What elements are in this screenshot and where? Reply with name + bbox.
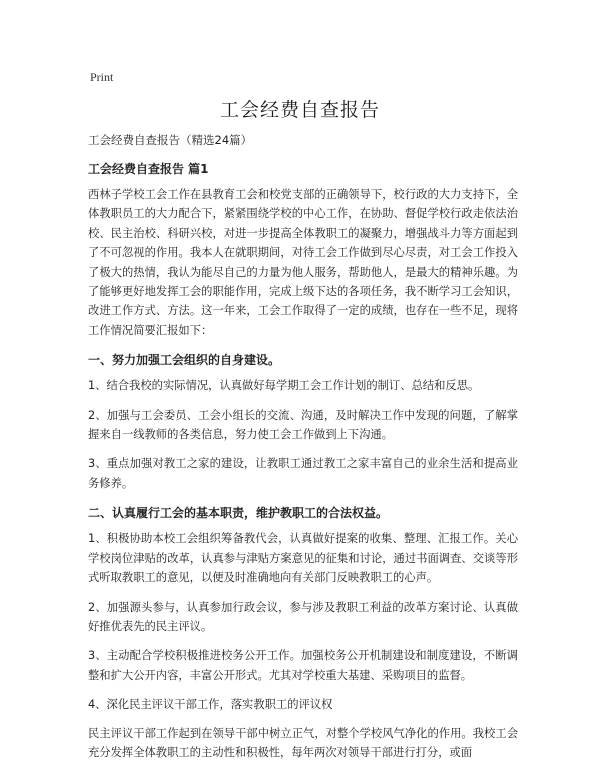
document-body <box>88 130 518 772</box>
part1-item: 1、结合我校的实际情况，认真做好每学期工会工作计划的制订、总结和反思。 <box>88 379 480 393</box>
document-subtitle: 工会经费自查报告（精选24篇） <box>88 133 253 147</box>
part2-item: 2、加强源头参与，认真参加行政会议，参与涉及教职工利益的改革方案讨论、认真做好推优表先的民主评议。 <box>88 600 518 633</box>
part1-item: 2、加强与工会委员、工会小组长的交流、沟通，及时解决工作中发现的问题，了解掌握来自一线教师的各类信息，努力使工会工作做到上下沟通。 <box>88 408 518 442</box>
page-title: 工会经费自查报告 <box>219 99 380 121</box>
intro-paragraph: 西林子学校工会工作在县教育工会和校党支部的正确领导下，校行政的大力支持下，全体教职员工的大力配合下，紧紧围绕学校的中心工作，在协助、督促学校行政走依法治校、民主治校、科研兴校，对进一步提高全体教职工的凝聚力，增强战斗力等方面起到了不可忽视的作用。我本人在就职期间，对待工会工作做到尽心尽责，对工会工作投入了极大的热情，我认为能尽自己的力量为他人服务，帮助他人，是最大的精神乐趣。为了能够更好地发挥工会的职能作用，完成上级下达的各项任务，我不断学习工会知识，改进工作方式、方法。这一年来，工会工作取得了一定的成绩，也存在一些不足，现将工作情况简要汇报如下： <box>88 188 518 337</box>
part2-item: 1、积极协助本校工会组织筹备教代会，认真做好提案的收集、整理、汇报工作。关心学校岗位津贴的改革，认真参与津贴方案意见的征集和讨论，通过书面调查、交谈等形式听取教职工的意见，以便及时准确地向有关部门反映教职工的心声。 <box>88 532 518 585</box>
part2-heading: 二、认真履行工会的基本职责，维护教职工的合法权益。 <box>88 506 389 521</box>
section-heading: 工会经费自查报告 篇1 <box>88 162 209 176</box>
part2-paragraph: 民主评议干部工作起到在领导干部中树立正气，对整个学校风气净化的作用。我校工会充分发挥全体教职工的主动性和积极性，每年两次对领导干部进行打分，或面 <box>88 726 518 759</box>
part2-item: 4、深化民主评议干部工作，落实教职工的评议权 <box>88 698 333 712</box>
part2-item: 3、主动配合学校积极推进校务公开工作。加强校务公开机制建设和制度建设，不断调整和扩大公开内容，丰富公开形式。尤其对学校重大基建、采购项目的监督。 <box>88 649 518 682</box>
part1-item: 3、重点加强对教工之家的建设，让教职工通过教工之家丰富自己的业余生活和提高业务修养。 <box>88 457 518 490</box>
part1-heading: 一、努力加强工会组织的自身建设。 <box>88 353 281 368</box>
print-link[interactable]: Print <box>90 70 114 84</box>
